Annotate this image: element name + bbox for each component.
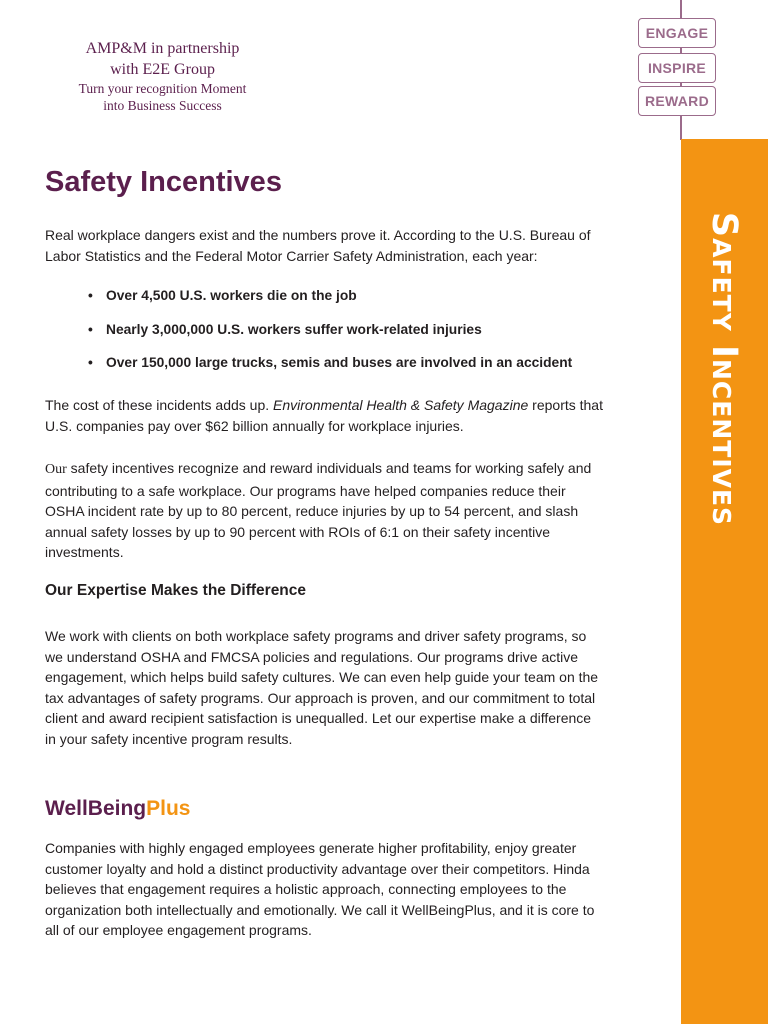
plus-word: Plus bbox=[146, 797, 191, 820]
side-band bbox=[681, 139, 768, 1024]
intro-paragraph: Real workplace dangers exist and the numbers prove it. According to the U.S. Bureau of Labor Statistics and the Federal Motor Carrier Safety Administration, each year: bbox=[45, 227, 591, 264]
list-item: • Over 4,500 U.S. workers die on the job bbox=[88, 288, 357, 303]
tab-engage: ENGAGE bbox=[638, 18, 716, 48]
cost-paragraph bbox=[45, 395, 605, 436]
side-band-title: Safety Incentives bbox=[704, 211, 744, 527]
list-item-text: Over 4,500 U.S. workers die on the job bbox=[106, 288, 357, 303]
expertise-paragraph: We work with clients on both workplace safety programs and driver safety programs, so we understand OSHA and FMCSA policies and regulations. Our programs drive active engagement, which helps build safety cultures. We can even help guide your team on the tax advantages of safety programs. Our approach is proven, and our commitment to total client and award recipient satisfaction is unequalled. Let our expertise make a difference in your safety incentive program results. bbox=[45, 628, 599, 747]
list-item-text: Nearly 3,000,000 U.S. workers suffer work-related injuries bbox=[106, 321, 482, 337]
tab-inspire: INSPIRE bbox=[638, 53, 716, 83]
header-tagline-2: into Business Success bbox=[103, 98, 222, 113]
magazine-name: Environmental Health & Safety Magazine bbox=[273, 397, 529, 413]
cost-text-post: reports that U.S. companies pay over $62 billion annually for workplace injuries. bbox=[45, 397, 603, 434]
programs-text: safety incentives recognize and reward individuals and teams for working safely and contributing to a safe workplace. Our programs have helped companies reduce their OSHA incident rate by up to 80 percent, reduce injuries by up to 54 percent, and slash annual safety losses by up to 90 percent with ROIs of 6:1 on their safety incentive investments. bbox=[45, 460, 592, 561]
wellbeing-paragraph: Companies with highly engaged employees generate higher profitability, enjoy greater customer loyalty and hold a distinct productivity advantage over their competitors. Hinda believes that engagement requires a holistic approach, connecting employees to the organization both intellectually and emotionally. We call it WellBeingPlus, and it is core to all of our employee engagement programs. bbox=[45, 840, 595, 939]
wellbeingplus-heading bbox=[45, 797, 190, 821]
partnership-header bbox=[45, 38, 280, 114]
tab-reward: REWARD bbox=[638, 86, 716, 116]
programs-paragraph bbox=[45, 458, 605, 563]
header-tagline-1: Turn your recognition Moment bbox=[78, 81, 247, 96]
tab-connector bbox=[680, 0, 682, 18]
header-line-2: with E2E Group bbox=[110, 61, 215, 78]
list-item: • Over 150,000 large trucks, semis and buses are involved in an accident bbox=[88, 355, 573, 370]
tab-connector bbox=[680, 116, 682, 140]
list-item-text: Over 150,000 large trucks, semis and buses are involved in an accident bbox=[106, 355, 573, 370]
wellbeing-word: WellBeing bbox=[45, 797, 147, 820]
engage-inspire-reward-tabs bbox=[638, 0, 720, 140]
cost-text-pre: The cost of these incidents adds up. bbox=[45, 397, 274, 413]
stats-list bbox=[88, 286, 572, 387]
header-line-1: AMP&M in partnership bbox=[85, 40, 240, 57]
expertise-heading: Our Expertise Makes the Difference bbox=[45, 582, 307, 599]
page-title: Safety Incentives bbox=[45, 166, 282, 198]
list-item: • Nearly 3,000,000 U.S. workers suffer work-related injuries bbox=[88, 321, 482, 337]
programs-our: Our bbox=[45, 462, 67, 477]
